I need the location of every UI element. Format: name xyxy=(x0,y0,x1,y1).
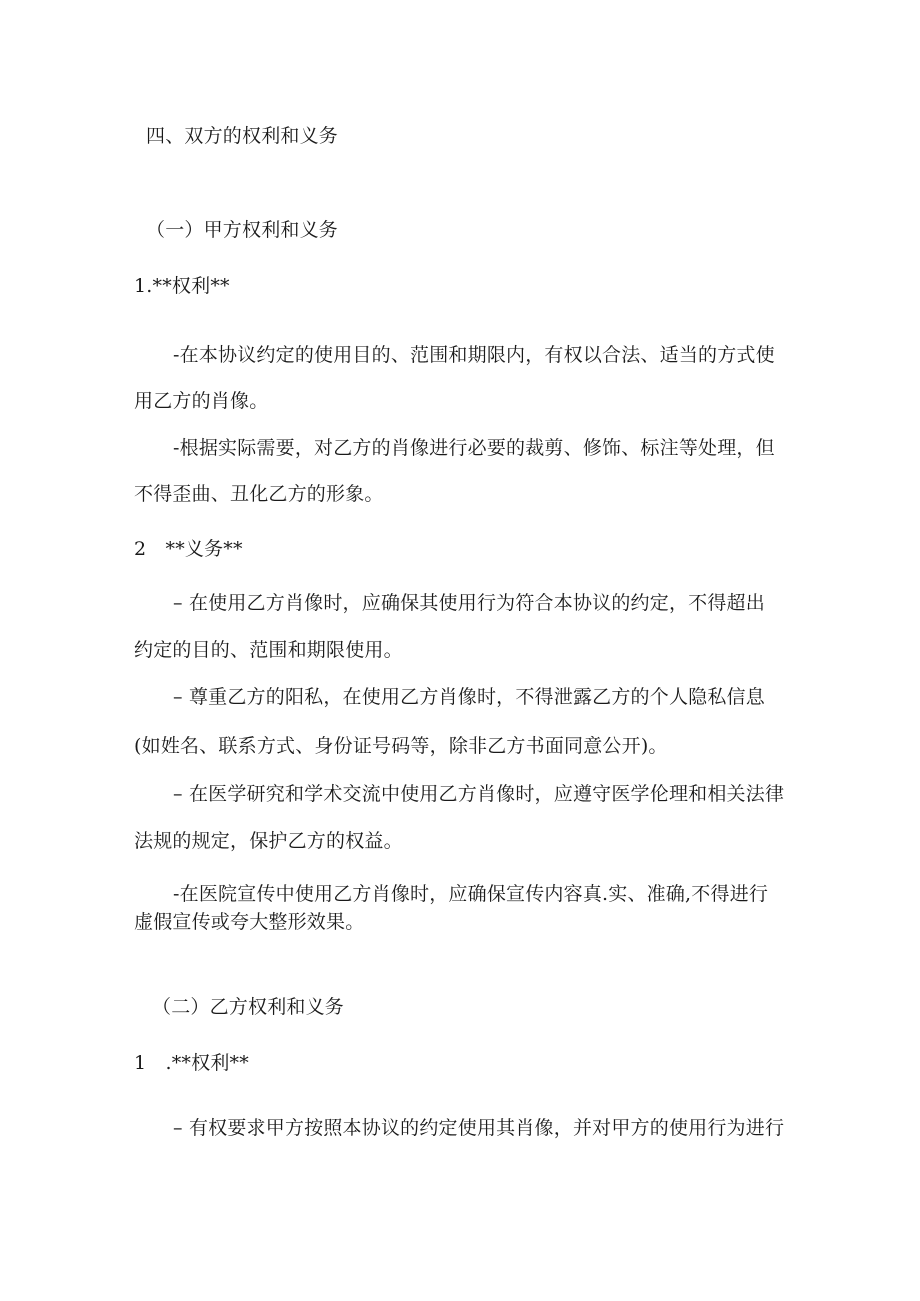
party-a-obligations-heading: 2 **义务** xyxy=(134,538,243,560)
party-a-right-2-line-2: 不得歪曲、丑化乙方的形象。 xyxy=(134,483,384,505)
party-a-heading: （一）甲方权利和义务 xyxy=(146,219,339,241)
party-a-right-1-line-1: -在本协议约定的使用目的、范围和期限内，有权以合法、适当的方式使 xyxy=(173,344,775,366)
party-b-heading: （二）乙方权利和义务 xyxy=(152,996,345,1018)
party-a-obligation-4-line-2: 虚假宣传或夸大整形效果。 xyxy=(134,911,365,933)
party-a-obligation-2-line-1: – 尊重乙方的阳私，在使用乙方肖像时，不得泄露乙方的个人隐私信息 xyxy=(173,686,765,708)
party-b-rights-heading: 1 .**权利** xyxy=(134,1052,249,1074)
section-heading: 四、双方的权利和义务 xyxy=(146,125,339,147)
party-a-obligation-3-line-2: 法规的规定，保护乙方的权益。 xyxy=(134,830,403,852)
party-a-obligation-4-line-1: -在医院宣传中使用乙方肖像时，应确保宣传内容真.实、准确,不得进行 xyxy=(173,883,769,905)
party-a-right-2-line-1: -根据实际需要，对乙方的肖像进行必要的裁剪、修饰、标注等处理，但 xyxy=(173,437,775,459)
party-a-obligation-2-line-2: (如姓名、联系方式、身份证号码等，除非乙方书面同意公开)。 xyxy=(134,735,668,757)
party-a-right-1-line-2: 用乙方的肖像。 xyxy=(134,390,269,412)
party-a-obligation-3-line-1: – 在医学研究和学术交流中使用乙方肖像时，应遵守医学伦理和相关法律 xyxy=(173,783,785,805)
party-a-obligation-1-line-2: 约定的目的、范围和期限使用。 xyxy=(134,639,403,661)
party-b-right-1-line-1: – 有权要求甲方按照本协议的约定使用其肖像，并对甲方的使用行为进行 xyxy=(173,1117,785,1139)
party-a-rights-heading: 1.**权利** xyxy=(134,275,230,297)
party-a-obligation-1-line-1: – 在使用乙方肖像时，应确保其使用行为符合本协议的约定，不得超出 xyxy=(173,592,765,614)
